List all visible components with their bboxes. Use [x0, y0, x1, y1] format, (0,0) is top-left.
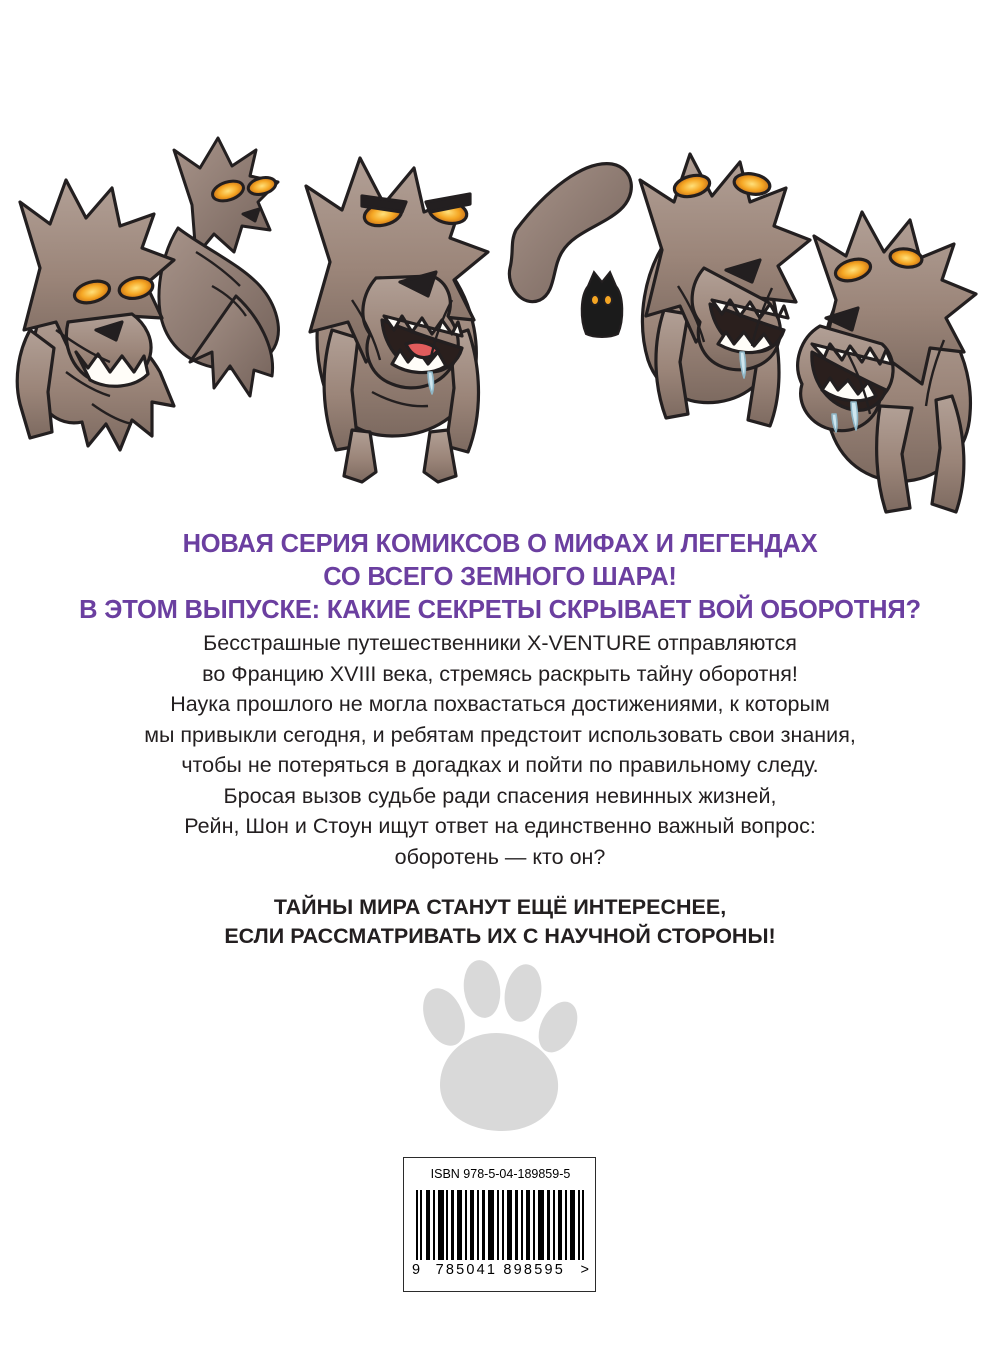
black-cat [582, 272, 623, 337]
werewolf-right-back [640, 154, 810, 426]
blurb-line-2: во Францию XVIII века, стремясь раскрыть тайну оборотня! [202, 661, 798, 686]
blurb-line-6: Бросая вызов судьбе ради спасения невинных жизней, [223, 783, 777, 808]
barcode-block [403, 1157, 596, 1292]
blurb-line-4: мы привыкли сегодня, и ребятам предстоит использовать свои знания, [144, 722, 856, 747]
blurb-line-1: Бесстрашные путешественники X-VENTURE отправляются [203, 631, 797, 655]
tagline-line-2: ЕСЛИ РАССМАТРИВАТЬ ИХ С НАУЧНОЙ СТОРОНЫ! [224, 923, 776, 948]
barcode-digit-tail: > [580, 1262, 589, 1278]
headline [50, 528, 950, 627]
headline-line-3: В ЭТОМ ВЫПУСКЕ: КАКИЕ СЕКРЕТЫ СКРЫВАЕТ ВОЙ ОБОРОТНЯ? [79, 595, 921, 624]
blurb-line-3: Наука прошлого не могла похвастаться достижениями, к которым [170, 692, 830, 717]
blurb-line-5: чтобы не потеряться в догадках и пойти по правильному следу. [181, 753, 819, 778]
barcode-digits [412, 1262, 589, 1278]
tagline [70, 893, 930, 950]
blurb-line-7: Рейн, Шон и Стоун ищут ответ на единственно важный вопрос: [184, 814, 816, 839]
blurb-text [70, 628, 930, 872]
werewolf-left-small [159, 138, 278, 396]
paw-print-icon [400, 955, 600, 1135]
blurb-line-8: оборотень — кто он? [394, 844, 606, 869]
barcode-digit-main: 785041 898595 [435, 1262, 565, 1278]
headline-line-2: СО ВСЕГО ЗЕМНОГО ШАРА! [323, 562, 677, 591]
barcode-bars [416, 1190, 584, 1260]
barcode-digit-lead: 9 [412, 1262, 421, 1278]
headline-line-1: НОВАЯ СЕРИЯ КОМИКСОВ О МИФАХ И ЛЕГЕНДАХ [182, 530, 818, 558]
werewolf-left-large [17, 180, 174, 450]
isbn-label: ISBN 978-5-04-189859-5 [430, 1167, 571, 1181]
werewolf-right-front [798, 212, 976, 512]
werewolf-pack-illustration [0, 0, 1000, 530]
tagline-line-1: ТАЙНЫ МИРА СТАНУТ ЕЩЁ ИНТЕРЕСНЕЕ, [273, 895, 727, 919]
